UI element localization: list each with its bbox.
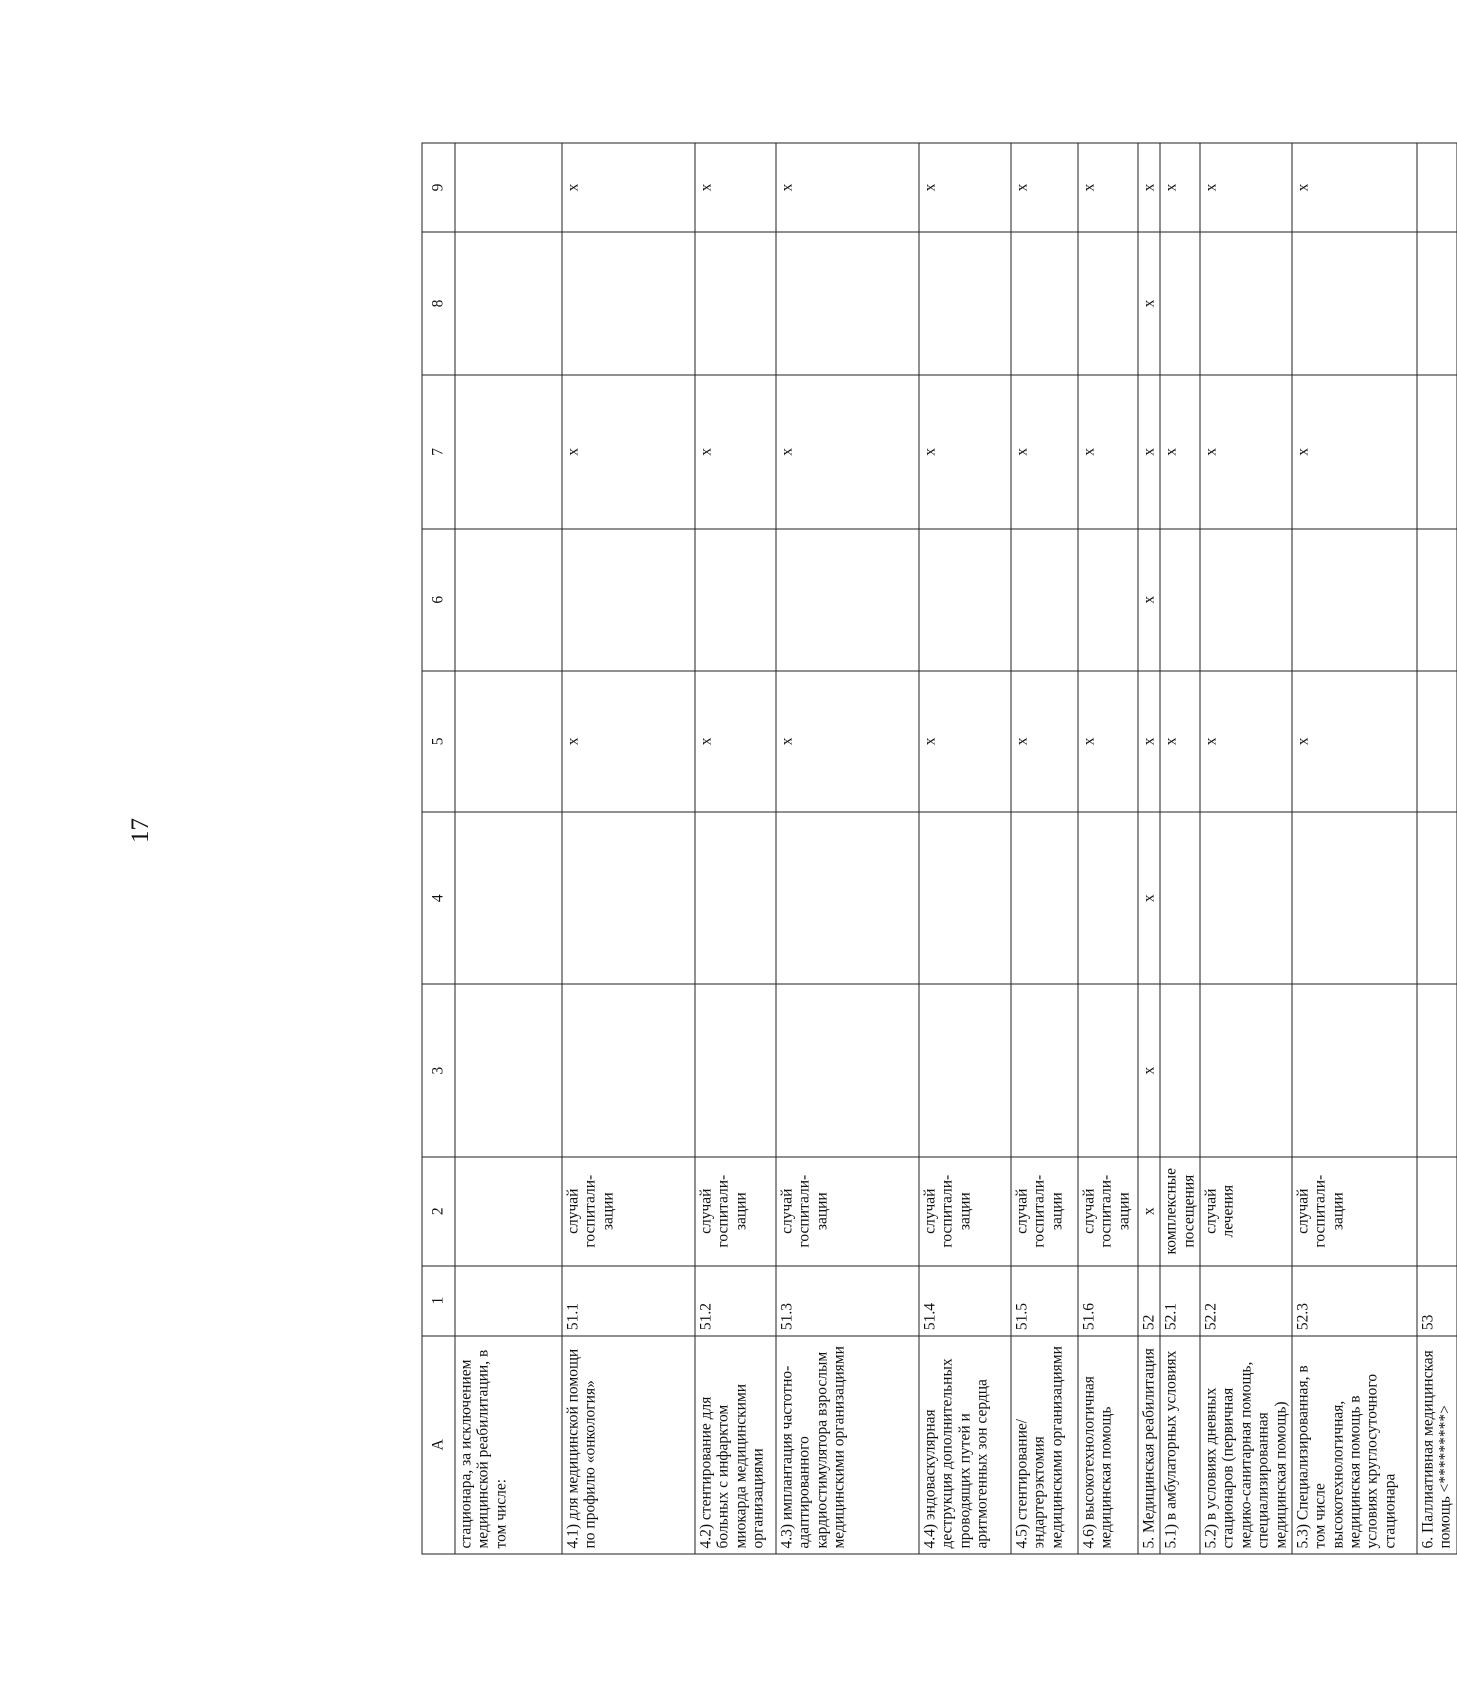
row-label-cell: 4.1) для медицинской помощи по профилю «онкология» [562,1335,695,1553]
row-code-cell: 51.5 [1011,1265,1078,1335]
col5-cell: х [1292,670,1417,811]
col7-cell: х [919,375,1011,529]
col3-cell [1011,984,1078,1156]
col6-cell [919,528,1011,670]
col3-cell [562,984,695,1156]
col7-cell: х [1200,375,1292,529]
column-header: А [422,1335,455,1553]
page-number: 17 [127,818,154,843]
col7-cell [1417,375,1457,529]
table-row [1160,143,1200,1554]
table-row [1138,143,1160,1554]
col5-cell [455,670,562,811]
col6-cell [776,528,919,670]
col9-cell: х [1078,143,1138,232]
row-label-cell: 5. Медицинская реабилитация [1138,1335,1160,1553]
col5-cell [1417,670,1457,811]
unit-cell: случай лечения [1200,1156,1292,1265]
col4-cell [695,811,776,983]
unit-cell: случай госпитали-зации [1292,1156,1417,1265]
col6-cell [1011,528,1078,670]
col8-cell [1417,231,1457,374]
unit-cell: случай госпитали-зации [562,1156,695,1265]
column-header: 9 [422,143,455,232]
row-code-cell: 51.1 [562,1265,695,1335]
column-header: 1 [422,1265,455,1335]
col9-cell [455,143,562,232]
col4-cell [1078,811,1138,983]
col3-cell [1078,984,1138,1156]
col8-cell [1078,231,1138,374]
col9-cell: х [562,143,695,232]
col5-cell: х [695,670,776,811]
col3-cell [1292,984,1417,1156]
col3-cell [1160,984,1200,1156]
row-label-cell: 5.3) Специализированная, в том числе высокотехнологичная, медицинская помощь в условиях круглосуточного стационара [1292,1335,1417,1553]
col6-cell [1200,528,1292,670]
column-header: 6 [422,528,455,670]
row-label-cell: 4.6) высокотехнологичная медицинская помощь [1078,1335,1138,1553]
col4-cell [1200,811,1292,983]
table-row [1011,143,1078,1554]
col3-cell: х [1138,984,1160,1156]
col7-cell: х [1138,375,1160,529]
row-code-cell: 51.6 [1078,1265,1138,1335]
row-label-cell: 4.4) эндоваскулярная деструкция дополнительных проводящих путей и аритмогенных зон сердца [919,1335,1011,1553]
row-label-cell: 4.2) стентирование для больных с инфарктом миокарда медицинскими организациями [695,1335,776,1553]
col7-cell: х [695,375,776,529]
col4-cell [776,811,919,983]
row-code-cell: 52.2 [1200,1265,1292,1335]
col4-cell [919,811,1011,983]
table-row [1417,143,1457,1554]
row-label-cell: стационара, за исключением медицинской реабилитации, в том числе: [455,1335,562,1553]
table-row [455,143,562,1554]
row-label-cell: 6. Паллиативная медицинская помощь <*********> [1417,1335,1457,1553]
col8-cell: х [1138,231,1160,374]
unit-cell: случай госпитали-зации [1078,1156,1138,1265]
col5-cell: х [1011,670,1078,811]
col7-cell: х [562,375,695,529]
unit-cell [455,1156,562,1265]
col8-cell [562,231,695,374]
col8-cell [1200,231,1292,374]
col7-cell: х [776,375,919,529]
unit-cell: случай госпитали-зации [695,1156,776,1265]
table-container [422,142,1454,1554]
col3-cell [1417,984,1457,1156]
col9-cell: х [1200,143,1292,232]
col8-cell [1292,231,1417,374]
table-row [562,143,695,1554]
col8-cell [695,231,776,374]
data-table [422,142,1457,1554]
col6-cell [695,528,776,670]
col7-cell: х [1160,375,1200,529]
col9-cell: х [1292,143,1417,232]
col4-cell [455,811,562,983]
col8-cell [455,231,562,374]
col7-cell: х [1078,375,1138,529]
col3-cell [1200,984,1292,1156]
table-row [919,143,1011,1554]
header-row [422,143,455,1554]
col8-cell [1011,231,1078,374]
column-header: 3 [422,984,455,1156]
row-code-cell [455,1265,562,1335]
unit-cell [1417,1156,1457,1265]
col4-cell [562,811,695,983]
col8-cell [776,231,919,374]
col8-cell [1160,231,1200,374]
col6-cell: х [1138,528,1160,670]
col6-cell [1417,528,1457,670]
col9-cell: х [776,143,919,232]
unit-cell: случай госпитали-зации [919,1156,1011,1265]
col9-cell: х [695,143,776,232]
col3-cell [776,984,919,1156]
col9-cell: х [919,143,1011,232]
col5-cell: х [1200,670,1292,811]
col4-cell [1160,811,1200,983]
col5-cell: х [562,670,695,811]
col4-cell [1292,811,1417,983]
col5-cell: х [1160,670,1200,811]
row-code-cell: 52.1 [1160,1265,1200,1335]
row-code-cell: 52.3 [1292,1265,1417,1335]
col3-cell [455,984,562,1156]
col5-cell: х [1138,670,1160,811]
unit-cell: случай госпитали-зации [1011,1156,1078,1265]
row-code-cell: 51.3 [776,1265,919,1335]
col7-cell: х [1011,375,1078,529]
row-label-cell: 5.2) в условиях дневных стационаров (первичная медико-санитарная помощь, специализированная медицинская помощь) [1200,1335,1292,1553]
table-row [695,143,776,1554]
table-row [1078,143,1138,1554]
col6-cell [1078,528,1138,670]
column-header: 4 [422,811,455,983]
col9-cell: х [1011,143,1078,232]
col6-cell [455,528,562,670]
col6-cell [1292,528,1417,670]
col4-cell [1417,811,1457,983]
unit-cell: случай госпитали-зации [776,1156,919,1265]
col6-cell [1160,528,1200,670]
col9-cell: х [1160,143,1200,232]
col5-cell: х [919,670,1011,811]
table-row [1292,143,1417,1554]
col5-cell: х [776,670,919,811]
unit-cell: х [1138,1156,1160,1265]
row-code-cell: 52 [1138,1265,1160,1335]
col9-cell [1417,143,1457,232]
col7-cell: х [1292,375,1417,529]
col9-cell: х [1138,143,1160,232]
row-code-cell: 51.2 [695,1265,776,1335]
table-row [1200,143,1292,1554]
col8-cell [919,231,1011,374]
unit-cell: комплексные посещения [1160,1156,1200,1265]
col6-cell [562,528,695,670]
row-label-cell: 4.3) имплантация частотно-адаптированного кардиостимулятора взрослым медицинскими организациями [776,1335,919,1553]
column-header: 7 [422,375,455,529]
col7-cell [455,375,562,529]
col5-cell: х [1078,670,1138,811]
row-label-cell: 5.1) в амбулаторных условиях [1160,1335,1200,1553]
row-label-cell: 4.5) стентирование/ эндартерэктомия медицинскими организациями [1011,1335,1078,1553]
column-header: 2 [422,1156,455,1265]
col4-cell [1011,811,1078,983]
col3-cell [695,984,776,1156]
col4-cell: х [1138,811,1160,983]
row-code-cell: 53 [1417,1265,1457,1335]
col3-cell [919,984,1011,1156]
row-code-cell: 51.4 [919,1265,1011,1335]
table-row [776,143,919,1554]
column-header: 5 [422,670,455,811]
column-header: 8 [422,231,455,374]
